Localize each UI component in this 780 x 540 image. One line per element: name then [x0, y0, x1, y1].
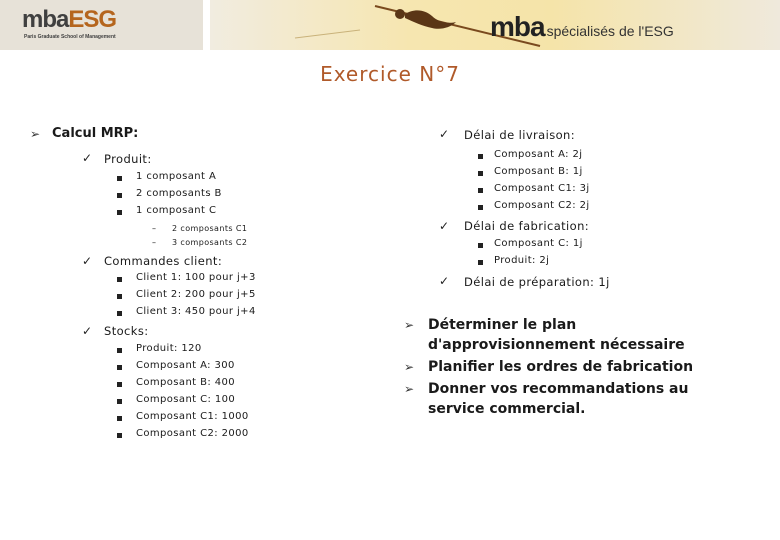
square-bullet-icon [117, 348, 122, 353]
logo-box [0, 0, 203, 50]
task-line: service commercial. [428, 401, 586, 417]
commande-item: Client 2: 200 pour j+5 [136, 289, 256, 300]
arrow-bullet-icon: ➢ [404, 360, 415, 374]
square-bullet-icon [478, 205, 483, 210]
task-line: d'approvisionnement nécessaire [428, 337, 685, 353]
stock-item: Composant C2: 2000 [136, 428, 249, 439]
square-bullet-icon [478, 154, 483, 159]
square-bullet-icon [117, 365, 122, 370]
logo-subtitle: Paris Graduate School of Management [24, 34, 116, 40]
stock-item: Produit: 120 [136, 343, 202, 354]
task-line: Donner vos recommandations au [428, 381, 689, 397]
square-bullet-icon [117, 382, 122, 387]
dash-bullet-icon: – [152, 238, 157, 247]
square-bullet-icon [117, 277, 122, 282]
livraison-item: Composant C2: 2j [494, 200, 590, 211]
check-icon: ✓ [439, 219, 450, 233]
square-bullet-icon [478, 171, 483, 176]
task-line: Déterminer le plan [428, 317, 577, 333]
square-bullet-icon [117, 433, 122, 438]
delai-fabrication-label: Délai de fabrication: [464, 219, 590, 233]
task-item: Planifier les ordres de fabrication [428, 359, 694, 375]
header [0, 0, 780, 50]
produit-item: 2 composants B [136, 188, 222, 199]
check-icon: ✓ [82, 254, 93, 268]
produit-label: Produit: [104, 152, 152, 166]
stock-item: Composant B: 400 [136, 377, 235, 388]
produit-item: 1 composant C [136, 205, 217, 216]
square-bullet-icon [117, 210, 122, 215]
livraison-item: Composant A: 2j [494, 149, 583, 160]
fabrication-item: Produit: 2j [494, 255, 550, 266]
task-item [428, 379, 688, 419]
fabrication-item: Composant C: 1j [494, 238, 583, 249]
square-bullet-icon [117, 399, 122, 404]
stocks-label: Stocks: [104, 324, 149, 338]
produit-item: 1 composant A [136, 171, 217, 182]
square-bullet-icon [478, 243, 483, 248]
arrow-bullet-icon: ➢ [404, 382, 415, 396]
square-bullet-icon [117, 294, 122, 299]
task-item [428, 315, 685, 355]
commandes-label: Commandes client: [104, 254, 223, 268]
square-bullet-icon [117, 193, 122, 198]
square-bullet-icon [117, 416, 122, 421]
brand-tagline: mba spécialisés de l'ESG [490, 11, 674, 42]
square-bullet-icon [478, 188, 483, 193]
delai-preparation-label: Délai de préparation: 1j [464, 275, 610, 289]
header-banner [210, 0, 780, 50]
arrow-bullet-icon: ➢ [30, 127, 41, 141]
produit-subitem: 3 composants C2 [172, 238, 248, 247]
mba-esg-logo: mbaESG [22, 6, 117, 33]
square-bullet-icon [117, 176, 122, 181]
commande-item: Client 1: 100 pour j+3 [136, 272, 256, 283]
delai-livraison-label: Délai de livraison: [464, 128, 576, 142]
check-icon: ✓ [82, 151, 93, 165]
commande-item: Client 3: 450 pour j+4 [136, 306, 256, 317]
stock-item: Composant A: 300 [136, 360, 235, 371]
calcul-mrp-heading: Calcul MRP: [52, 126, 139, 141]
dash-bullet-icon: – [152, 224, 157, 233]
square-bullet-icon [478, 260, 483, 265]
stock-item: Composant C: 100 [136, 394, 236, 405]
check-icon: ✓ [82, 324, 93, 338]
livraison-item: Composant C1: 3j [494, 183, 590, 194]
livraison-item: Composant B: 1j [494, 166, 583, 177]
check-icon: ✓ [439, 274, 450, 288]
check-icon: ✓ [439, 127, 450, 141]
page-title: Exercice N°7 [320, 62, 460, 86]
arrow-bullet-icon: ➢ [404, 318, 415, 332]
produit-subitem: 2 composants C1 [172, 224, 248, 233]
stock-item: Composant C1: 1000 [136, 411, 249, 422]
square-bullet-icon [117, 311, 122, 316]
